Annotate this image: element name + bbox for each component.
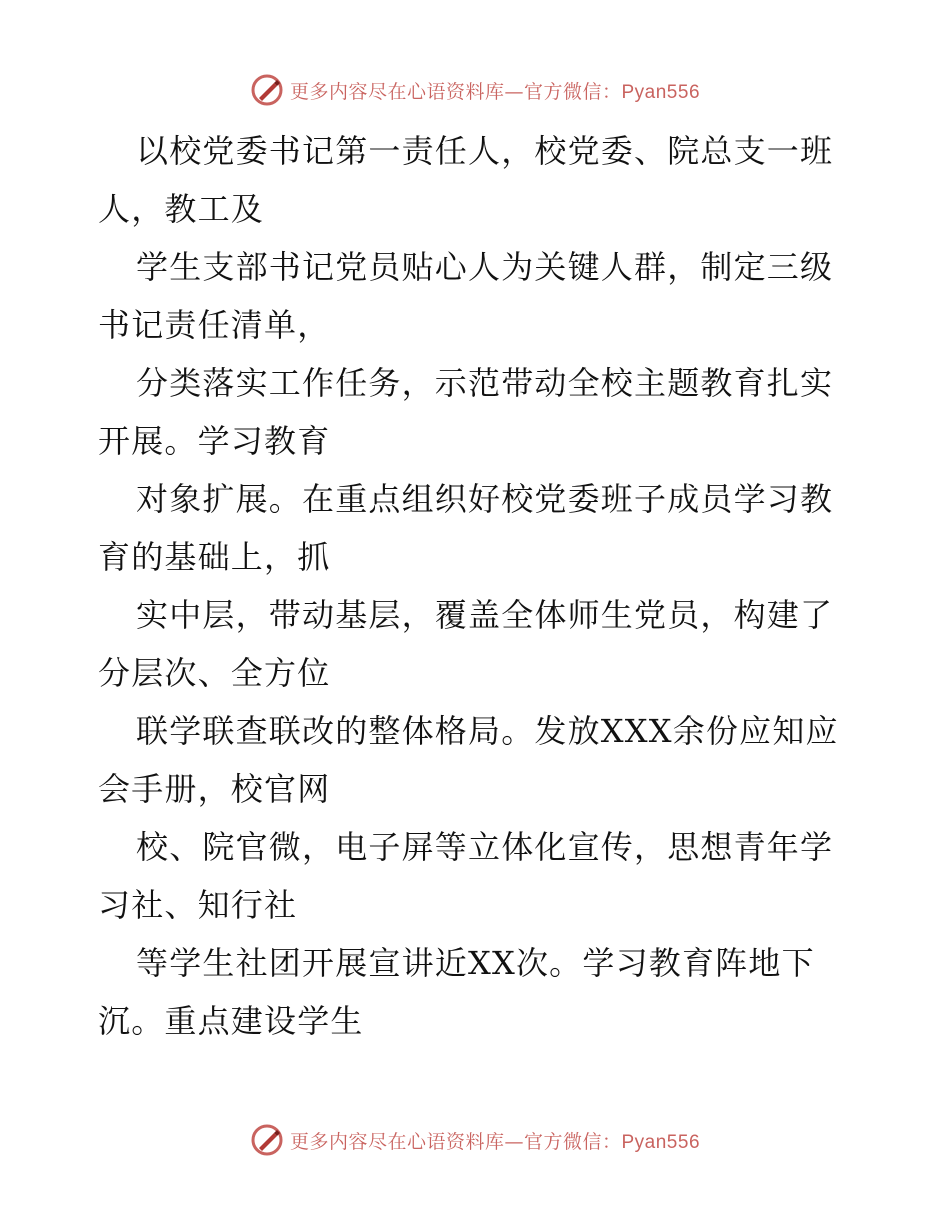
paragraph-3: 分类落实工作任务，示范带动全校主题教育扎实开展。学习教育 <box>98 364 834 460</box>
paragraph-6: 联学联查联改的整体格局。发放XXX余份应知应会手册，校官网 <box>98 712 839 808</box>
footer-banner-text: 更多内容尽在心语资料库—官方微信：Pyan556 <box>289 1130 701 1153</box>
pen-logo-icon <box>250 73 284 107</box>
paragraph-7: 校、院官微，电子屏等立体化宣传，思想青年学习社、知行社 <box>98 828 834 924</box>
paragraph-5: 实中层，带动基层，覆盖全体师生党员，构建了分层次、全方位 <box>98 596 834 692</box>
paragraph-2: 学生支部书记党员贴心人为关键人群，制定三级书记责任清单， <box>98 248 834 344</box>
paragraph-4: 对象扩展。在重点组织好校党委班子成员学习教育的基础上，抓 <box>98 480 834 576</box>
header-banner-id: Pyan556 <box>621 81 701 103</box>
paragraph-8: 等学生社团开展宣讲近XX次。学习教育阵地下沉。重点建设学生 <box>98 944 815 1040</box>
header-banner <box>0 70 950 110</box>
header-banner-text: 更多内容尽在心语资料库—官方微信：Pyan556 <box>289 80 701 103</box>
pen-logo-icon <box>250 1123 284 1157</box>
document-body <box>98 122 858 1050</box>
footer-banner-id: Pyan556 <box>621 1131 701 1153</box>
paragraph-1: 以校党委书记第一责任人，校党委、院总支一班人，教工及 <box>98 132 834 228</box>
footer-banner <box>0 1120 950 1160</box>
